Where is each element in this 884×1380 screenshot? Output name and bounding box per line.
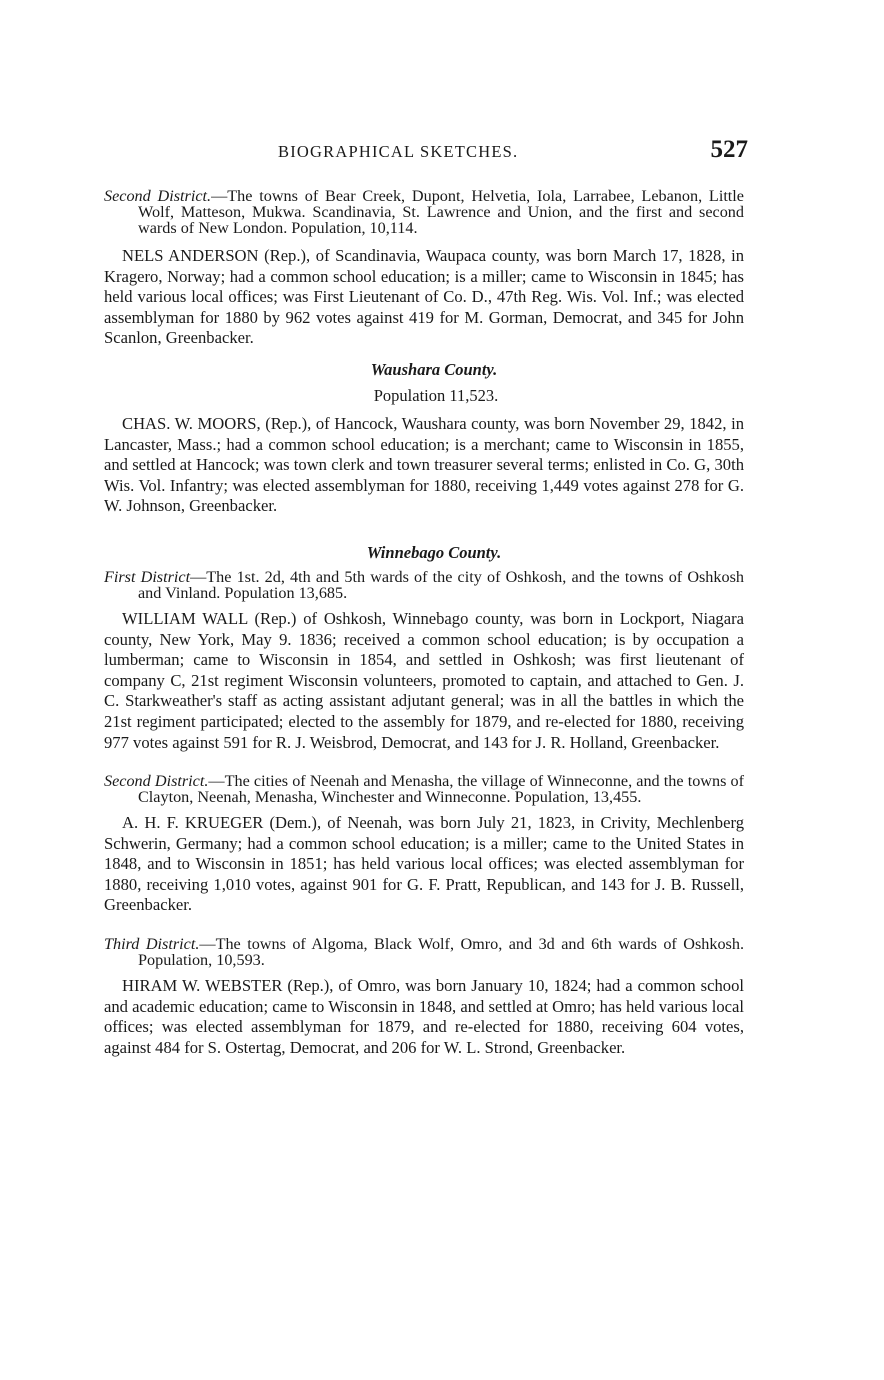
district-description-waupaca-second xyxy=(104,188,744,236)
district-text: —The 1st. 2d, 4th and 5th wards of the city of Oshkosh, and the towns of Oshkosh and Vinland. Population 13,685. xyxy=(138,567,744,602)
biography-chas-moors: CHAS. W. MOORS, (Rep.), of Hancock, Waushara county, was born November 29, 1842, in Lancaster, Mass.; had a common school education; is a merchant; came to Wisconsin in 1855, and settled at Hancock; was town clerk and town treasurer several terms; enlisted in Co. G, 30th Wis. Vol. Infantry; was elected assemblyman for 1880, receiving 1,449 votes against 278 for G. W. Johnson, Greenbacker. xyxy=(104,413,744,516)
page-number: 527 xyxy=(710,136,748,163)
running-title: BIOGRAPHICAL SKETCHES. xyxy=(278,142,519,161)
district-lead: Second District. xyxy=(104,187,212,205)
district-text: —The towns of Algoma, Black Wolf, Omro, and 3d and 6th wards of Oshkosh. Population, 10,593. xyxy=(138,935,745,970)
district-lead: Third District. xyxy=(104,935,200,954)
district-description-winnebago-third xyxy=(104,936,744,968)
district-text: —The towns of Bear Creek, Dupont, Helvetia, Iola, Larrabee, Lebanon, Little Wolf, Matteson, Mukwa. Scandinavia, St. Lawrence and Union, and the first and second wards of New London. Population, 10,114. xyxy=(138,187,744,237)
district-description-winnebago-second xyxy=(104,773,744,805)
district-lead: First District xyxy=(104,567,191,586)
district-description-winnebago-first xyxy=(104,569,744,601)
biography-william-wall: WILLIAM WALL (Rep.) of Oshkosh, Winnebago county, was born in Lockport, Niagara county, New York, May 9. 1836; received a common school education; is by occupation a lumberman; came to Wisconsin in 1854, and settled in Oshkosh; was first lieutenant of company C, 21st regiment Wisconsin volunteers, promoted to captain, and attached to Gen. J. C. Starkweather's staff as acting assistant adjutant general; was in all the battles in which the 21st regiment participated; elected to the assembly for 1879, and re-elected for 1880, receiving 977 votes against 591 for R. J. Weisbrod, Democrat, and 143 for J. R. Holland, Greenbacker. xyxy=(104,608,744,752)
county-heading-winnebago: Winnebago County. xyxy=(366,542,502,562)
biography-nels-anderson: NELS ANDERSON (Rep.), of Scandinavia, Waupaca county, was born March 17, 1828, in Kragero, Norway; had a common school education; is a miller; came to Wisconsin in 1845; has held various local offices; was First Lieutenant of Co. D., 47th Reg. Wis. Vol. Inf.; was elected assemblyman for 1880 by 962 votes against 419 for M. Gorman, Democrat, and 345 for John Scanlon, Greenbacker. xyxy=(104,246,744,348)
county-population-waushara: Population 11,523. xyxy=(373,385,499,405)
district-lead: Second District. xyxy=(104,772,209,791)
biography-ahf-krueger: A. H. F. KRUEGER (Dem.), of Neenah, was born July 21, 1823, in Crivity, Mechlenberg Schwerin, Germany; had a common school education; is a miller; came to the United States in 1848, and to Wisconsin in 1851; has held various local offices; was elected assemblyman for 1880, receiving 1,010 votes, against 901 for G. F. Pratt, Republican, and 143 for J. B. Russell, Greenbacker. xyxy=(104,813,744,915)
page-header xyxy=(104,136,748,168)
district-text: —The cities of Neenah and Menasha, the village of Winneconne, and the towns of Clayton, Neenah, Menasha, Winchester and Winneconne. Population, 13,455. xyxy=(138,772,744,807)
biography-hiram-webster: HIRAM W. WEBSTER (Rep.), of Omro, was born January 10, 1824; had a common school and academic education; came to Wisconsin in 1848, and settled at Omro; has held various local offices; was elected assemblyman for 1879, and re-elected for 1880, receiving 604 votes, against 484 for S. Ostertag, Democrat, and 206 for W. L. Strond, Greenbacker. xyxy=(104,976,744,1057)
page xyxy=(104,136,748,1058)
county-heading-waushara: Waushara County. xyxy=(370,359,498,379)
